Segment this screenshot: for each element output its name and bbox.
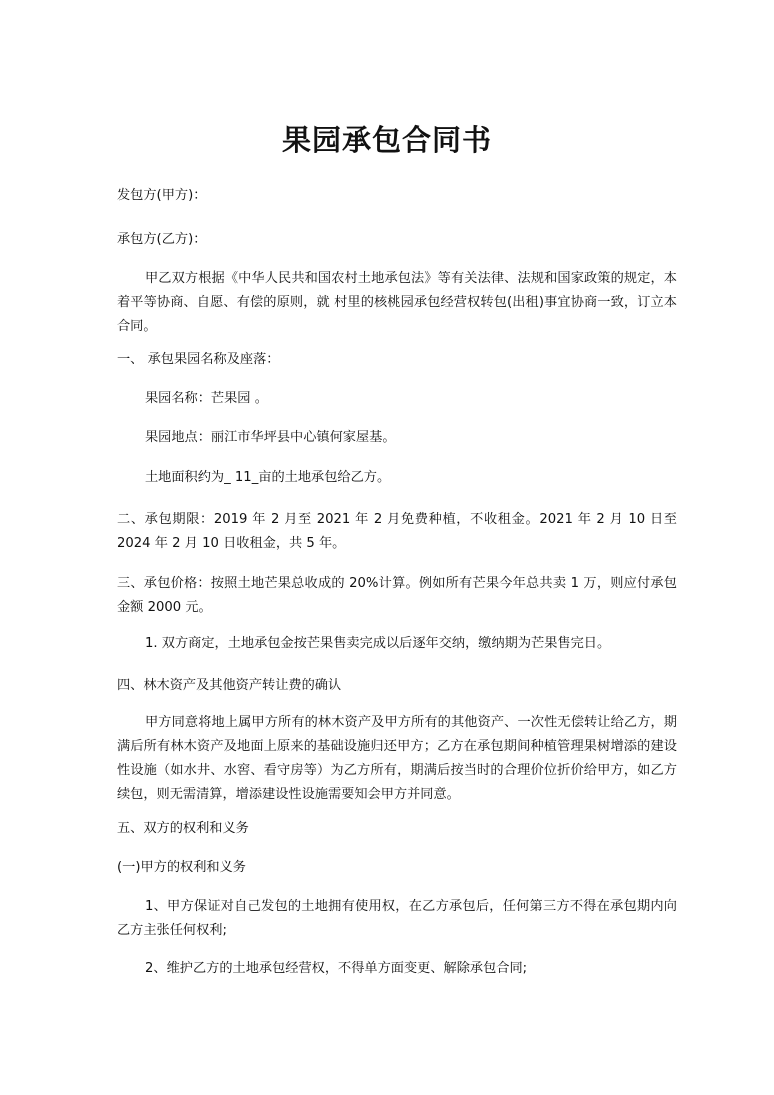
section5-item2: 2、维护乙方的土地承包经营权，不得单方面变更、解除承包合同; <box>145 961 528 976</box>
preamble-paragraph: 甲乙双方根据《中华人民共和国农村土地承包法》等有关法律、法规和国家政策的规定，本着平等协商、自愿、有偿的原则，就 村里的核桃园承包经营权转包(出租)事宜协商一致，订立本合同。 <box>117 271 677 334</box>
orchard-location-line: 果园地点：丽江市华坪县中心镇何家屋基。 <box>145 430 396 445</box>
section5-subheading: (一)甲方的权利和义务 <box>117 860 246 875</box>
party-a-line: 发包方(甲方)： <box>117 188 207 203</box>
section1-heading: 一、 承包果园名称及座落： <box>117 352 280 367</box>
land-area-line: 土地面积约为_ 11_亩的土地承包给乙方。 <box>145 470 391 485</box>
section3-paragraph: 三、承包价格：按照土地芒果总收成的 20%计算。例如所有芒果今年总共卖 1 万，则应付承包金额 2000 元。 <box>117 576 677 615</box>
party-b-line: 承包方(乙方)： <box>117 232 207 247</box>
section3-item1: 1. 双方商定，土地承包金按芒果售卖完成以后逐年交纳，缴纳期为芒果售完日。 <box>145 636 611 651</box>
section5-heading: 五、双方的权利和义务 <box>117 821 249 836</box>
document-title: 果园承包合同书 <box>281 123 492 157</box>
section4-heading: 四、林木资产及其他资产转让费的确认 <box>117 678 342 693</box>
orchard-name-line: 果园名称：芒果园 。 <box>145 391 268 406</box>
section4-paragraph: 甲方同意将地上属甲方所有的林木资产及甲方所有的其他资产、一次性无偿转让给乙方，期满后所有林木资产及地面上原来的基础设施归还甲方；乙方在承包期间种植管理果树增添的建设性设施（如水井、水窖、看守房等）为乙方所有，期满后按当时的合理价位折价给甲方，如乙方续包，则无需清算，增添建设性设施需要知会甲方并同意。 <box>117 715 677 802</box>
section5-item1: 1、甲方保证对自己发包的土地拥有使用权，在乙方承包后，任何第三方不得在承包期内向乙方主张任何权利; <box>117 899 677 938</box>
section2-paragraph: 二、承包期限：2019 年 2 月至 2021 年 2 月免费种植，不收租金。2021 年 2 月 10 日至 2024 年 2 月 10 日收租金，共 5 年。 <box>117 512 677 551</box>
